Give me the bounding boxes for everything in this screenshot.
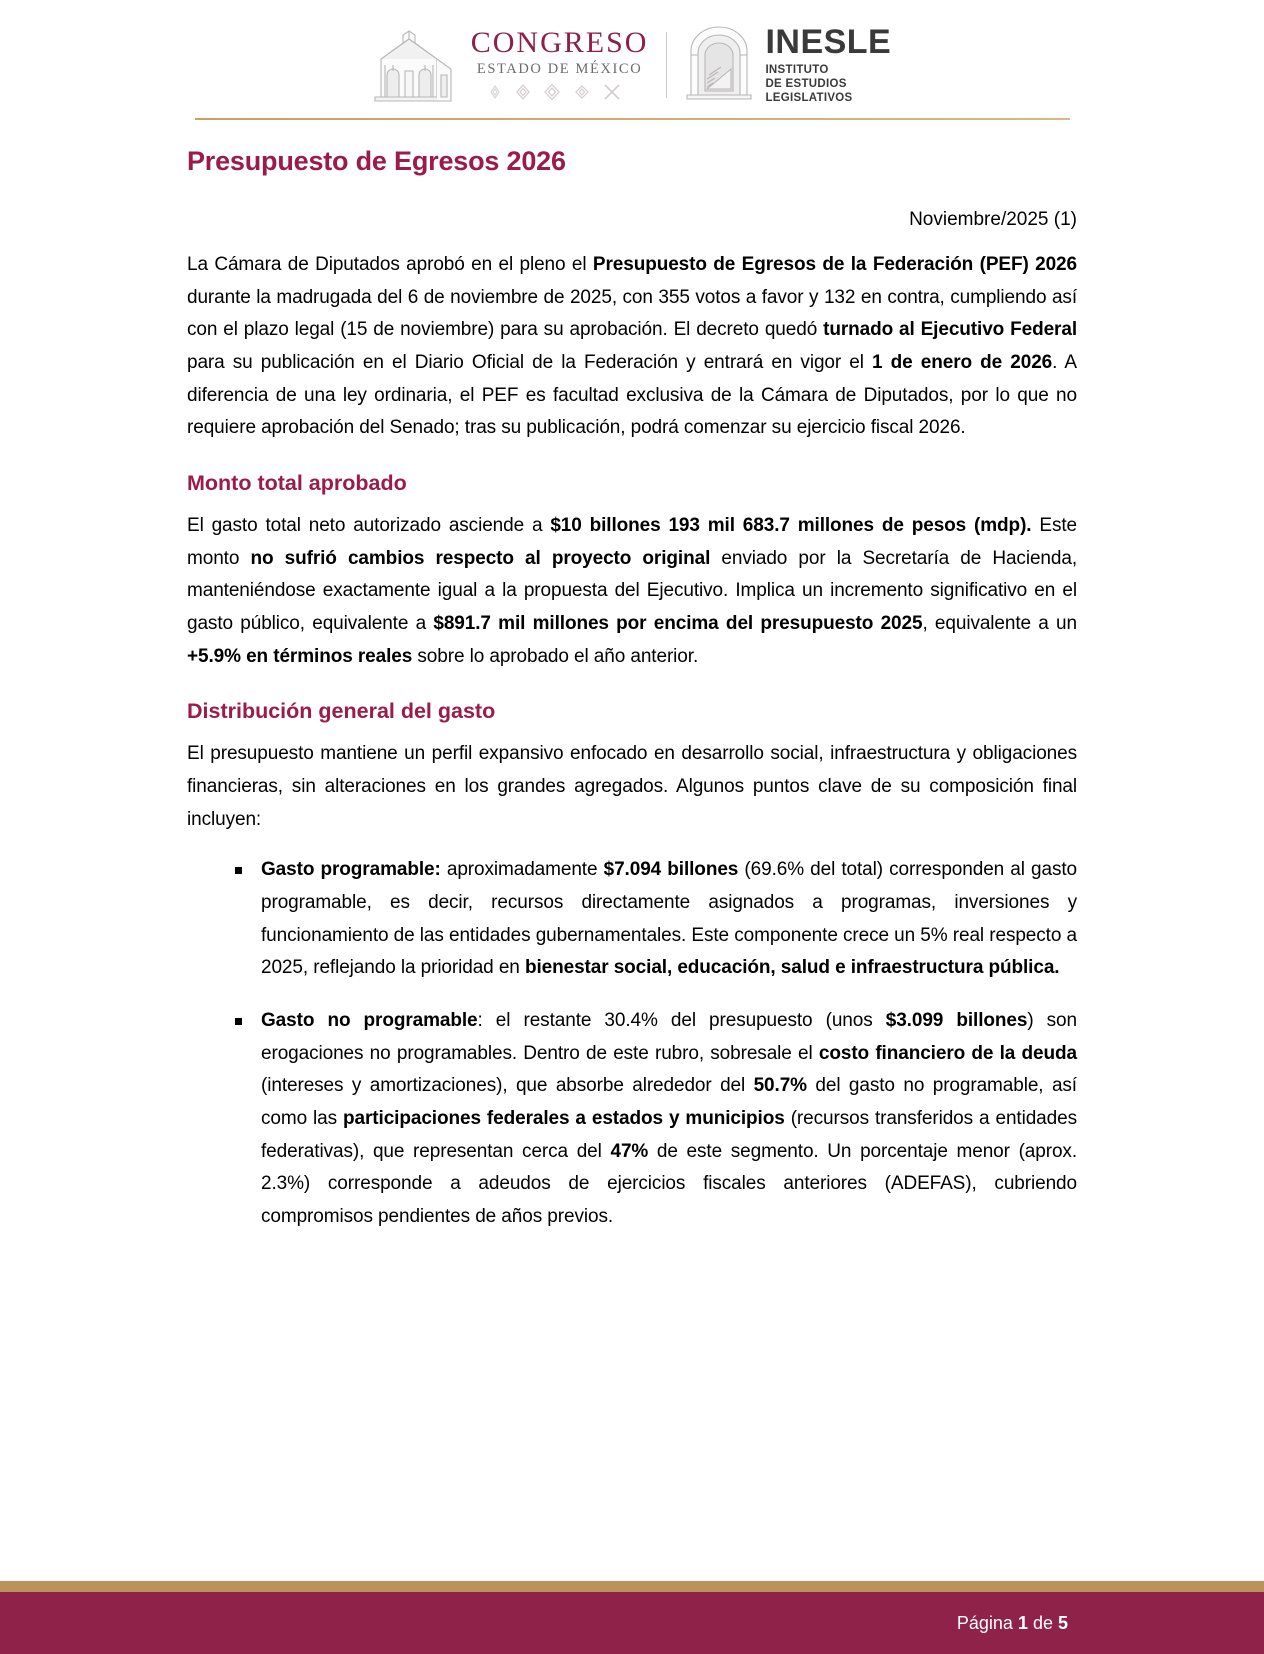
intro-text-a: La Cámara de Diputados aprobó en el pleno el <box>187 254 593 275</box>
bullet2-text-4: del gasto no programable, así como las <box>261 1075 1077 1130</box>
footer-gold-bar <box>0 1581 1264 1592</box>
bullet1-text-1: aproximadamente <box>440 859 604 881</box>
section-heading-monto: Monto total aprobado <box>187 471 407 496</box>
congreso-wordmark <box>471 28 649 102</box>
bullet2-bold-4: 50.7% <box>753 1075 807 1097</box>
monto-text-g: , equivalente a un <box>922 613 1077 635</box>
congreso-subtitle: ESTADO DE MÉXICO <box>476 61 643 78</box>
page-current-number: 1 <box>1017 1612 1028 1633</box>
intro-bold-turnado: turnado al Ejecutivo Federal <box>823 319 1077 341</box>
page-header <box>0 0 1264 108</box>
logo-divider <box>666 32 667 98</box>
section-heading-distribucion: Distribución general del gasto <box>187 699 496 724</box>
monto-bold-incremento: $891.7 mil millones por encima del presupuesto 2025 <box>433 613 923 635</box>
page-title: Presupuesto de Egresos 2026 <box>187 146 566 176</box>
bullet1-bold-2: $7.094 billones <box>603 859 739 881</box>
inesle-subtitle-line2: DE ESTUDIOS <box>765 77 847 90</box>
intro-text-c: durante la madrugada del 6 de noviembre de 2025, con 355 votos a favor y 132 en contra, cumpliendo así con el plazo legal (15 de noviembre) para su aprobación. El decreto quedó <box>187 286 1077 341</box>
congreso-title: CONGRESO <box>470 26 649 60</box>
inesle-subtitle <box>765 63 891 105</box>
monto-text-i: sobre lo aprobado el año anterior. <box>412 645 699 667</box>
intro-paragraph <box>187 249 1077 445</box>
page-footer <box>0 1581 1264 1654</box>
inesle-wordmark <box>765 22 892 105</box>
monto-text-a: El gasto total neto autorizado asciende a <box>187 515 551 537</box>
inesle-arch-icon <box>685 25 753 106</box>
inesle-title: INESLE <box>765 22 892 61</box>
inesle-subtitle-line1: INSTITUTO <box>765 63 829 76</box>
square-bullet-icon <box>235 1018 242 1025</box>
distribucion-intro-paragraph: El presupuesto mantiene un perfil expansivo enfocado en desarrollo social, infraestructura y obligaciones financieras, sin alteraciones en los grandes agregados. Algunos puntos clave de su composición final incluyen: <box>187 743 1077 830</box>
page-number-label <box>957 1613 1264 1634</box>
bullet2-text-5: (recursos transferidos a entidades federativas), que representan cerca del <box>261 1108 1077 1162</box>
bullet1-bold-3: bienestar social, educación, salud e infraestructura pública. <box>524 957 1060 979</box>
document-content <box>187 120 1077 1234</box>
page-label-middle: de <box>1027 1612 1058 1633</box>
monto-paragraph <box>187 510 1077 673</box>
congreso-logo <box>373 25 649 105</box>
intro-text-e: para su publicación en el Diario Oficial de la Federación y entrará en vigor el <box>187 352 873 374</box>
bullet2-bold-2: $3.099 billones <box>885 1010 1028 1032</box>
page-label-prefix: Página <box>956 1612 1018 1633</box>
bullet2-text-1: : el restante 30.4% del presupuesto (unos <box>477 1010 886 1032</box>
inesle-logo <box>685 22 892 106</box>
intro-bold-pef: Presupuesto de Egresos de la Federación (PEF) 2026 <box>592 254 1077 275</box>
page-total-number: 5 <box>1057 1612 1068 1633</box>
monto-text-c: Este monto <box>187 515 1077 569</box>
bullet2-bold-6: 47% <box>610 1140 649 1162</box>
bullet2-bold-3: costo financiero de la deuda <box>818 1042 1077 1064</box>
intro-bold-fecha: 1 de enero de 2026 <box>872 352 1053 374</box>
bullet2-text-3: (intereses y amortizaciones), que absorbe alrededor del <box>261 1075 754 1097</box>
monto-bold-sincambios: no sufrió cambios respecto al proyecto original <box>250 547 711 569</box>
header-logo-lockup <box>373 22 892 108</box>
list-item <box>187 854 1077 985</box>
monto-bold-total: $10 billones 193 mil 683.7 millones de pesos (mdp). <box>550 515 1032 537</box>
congreso-building-icon <box>373 25 461 105</box>
intro-text-g: . A diferencia de una ley ordinaria, el PEF es facultad exclusiva de la Cámara de Diputados, por lo que no requiere aprobación del Senado; tras su publicación, podrá comenzar su ejercicio fiscal 2026. <box>187 352 1077 439</box>
bullet1-bold-1: Gasto programable: <box>261 859 441 881</box>
bullet2-text-2: ) son erogaciones no programables. Dentro de este rubro, sobresale el <box>261 1010 1077 1064</box>
inesle-subtitle-line3: LEGISLATIVOS <box>765 92 853 104</box>
bullet2-bold-1: Gasto no programable <box>261 1010 478 1032</box>
bullet2-text-6: de este segmento. Un porcentaje menor (aprox. 2.3%) corresponde a adeudos de ejercicios fiscales anteriores (ADEFAS), cubriendo compromisos pendientes de años previos. <box>261 1140 1078 1228</box>
distribucion-bullet-list <box>187 854 1077 1233</box>
square-bullet-icon <box>235 867 242 874</box>
congreso-ornament-icon <box>485 82 635 102</box>
bullet1-text-2: (69.6% del total) corresponden al gasto programable, es decir, recursos directamente asignados a programas, inversiones y funcionamiento de las entidades gubernamentales. Este componente crece un 5% real respecto a 2025, reflejando la prioridad en <box>261 859 1077 979</box>
list-item <box>187 1005 1077 1234</box>
document-date: Noviembre/2025 (1) <box>909 209 1077 230</box>
monto-bold-porcentaje: +5.9% en términos reales <box>187 645 413 667</box>
footer-band <box>0 1592 1264 1654</box>
bullet2-bold-5: participaciones federales a estados y municipios <box>343 1108 785 1130</box>
monto-text-e: enviado por la Secretaría de Hacienda, manteniéndose exactamente igual a la propuesta del Ejecutivo. Implica un incremento significativo en el gasto público, equivalente a <box>187 547 1077 635</box>
